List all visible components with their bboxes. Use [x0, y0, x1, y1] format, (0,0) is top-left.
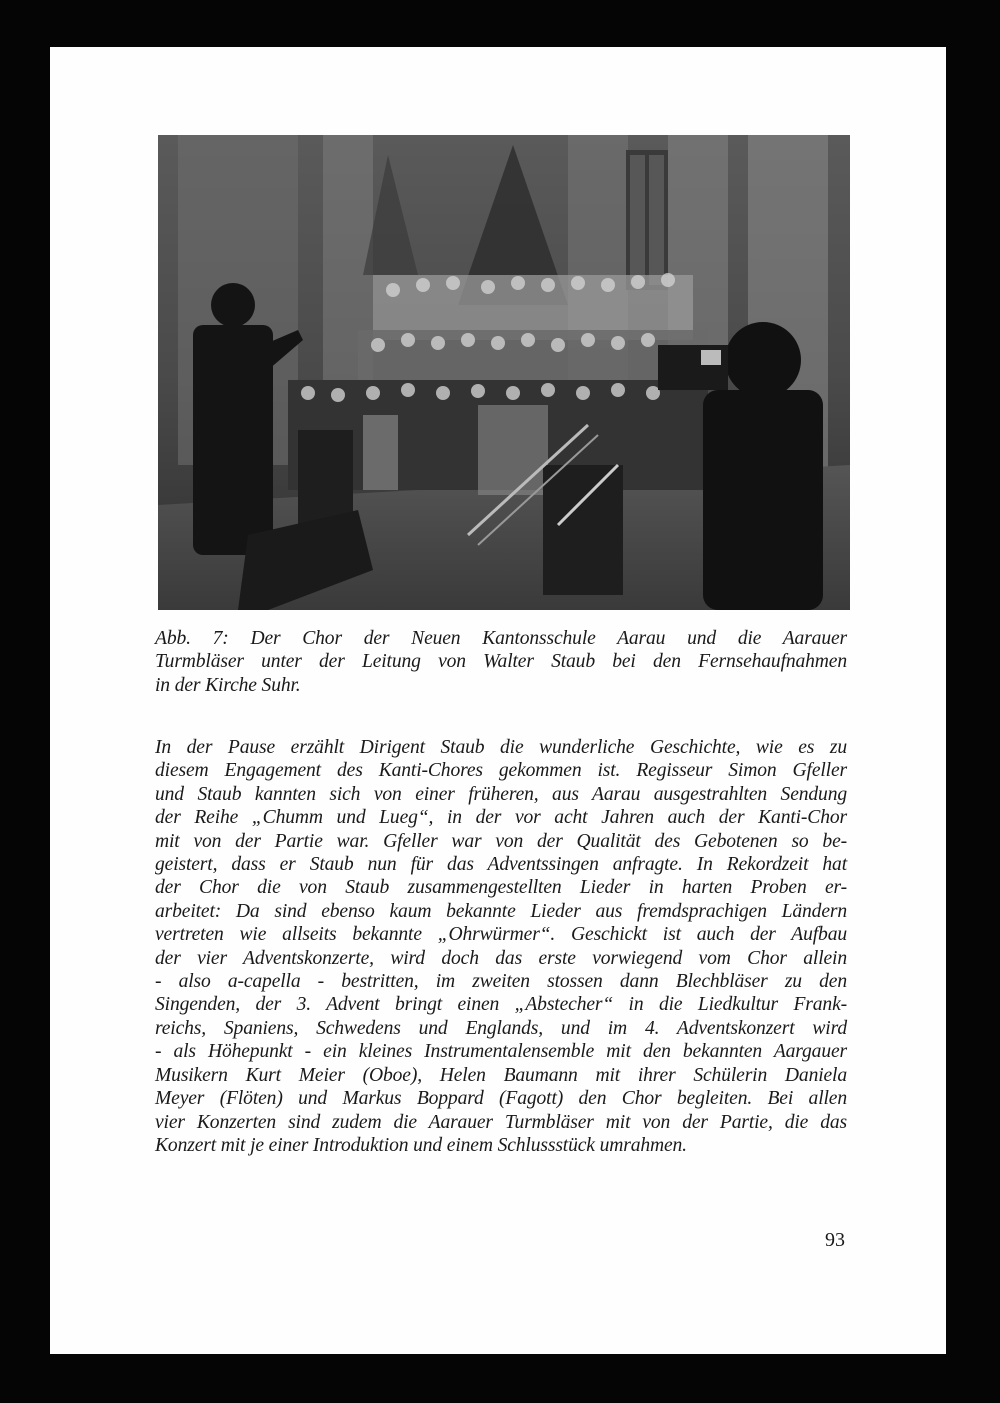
- choir-photograph: [158, 135, 850, 610]
- body-line: Meyer (Flöten) und Markus Boppard (Fagott) den Chor begleiten. Bei allen: [155, 1088, 847, 1110]
- body-line: - als Höhepunkt - ein kleines Instrumentalensemble mit den bekannten Aargauer: [155, 1041, 847, 1063]
- caption-line: Abb. 7: Der Chor der Neuen Kantonsschule Aarau und die Aarauer: [155, 628, 847, 649]
- body-line: Musikern Kurt Meier (Oboe), Helen Baumann mit ihrer Schülerin Daniela: [155, 1064, 847, 1086]
- body-line: mit von der Partie war. Gfeller war von der Qualität des Gebotenen so be-: [155, 830, 847, 852]
- body-line: Konzert mit je einer Introduktion und einem Schlussstück umrahmen.: [155, 1134, 687, 1156]
- body-line: der Reihe „Chumm und Lueg“, in der vor acht Jahren auch der Kanti-Chor: [155, 807, 847, 829]
- body-line: - also a-capella - bestritten, im zweiten stossen dann Blechbläser zu den: [155, 971, 847, 993]
- book-page: [50, 47, 946, 1354]
- body-line: arbeitet: Da sind ebenso kaum bekannte Lieder aus fremdsprachigen Ländern: [155, 900, 847, 922]
- body-paragraph: [155, 736, 847, 1157]
- caption-line: in der Kirche Suhr.: [155, 674, 301, 696]
- body-line: vertreten wie allseits bekannte „Ohrwürmer“. Geschickt ist auch der Aufbau: [155, 924, 847, 946]
- body-line: vier Konzerten sind zudem die Aarauer Turmbläser mit von der Partie, die das: [155, 1111, 847, 1133]
- body-line: und Staub kannten sich von einer früheren, aus Aarau ausgestrahlten Sendung: [155, 783, 847, 805]
- body-line: der vier Adventskonzerte, wird doch das erste vorwiegend vom Chor allein: [155, 947, 847, 969]
- body-line: reichs, Spaniens, Schwedens und Englands, und im 4. Adventskonzert wird: [155, 1017, 847, 1039]
- body-line: geistert, dass er Staub nun für das Adventssingen anfragte. In Rekordzeit hat: [155, 854, 847, 876]
- body-line: Singenden, der 3. Advent bringt einen „Abstecher“ in die Liedkultur Frank-: [155, 994, 847, 1016]
- body-line: diesem Engagement des Kanti-Chores gekommen ist. Regisseur Simon Gfeller: [155, 760, 847, 782]
- photo-illustration: [158, 135, 850, 610]
- body-line: In der Pause erzählt Dirigent Staub die wunderliche Geschichte, wie es zu: [155, 737, 847, 758]
- caption-line: Turmbläser unter der Leitung von Walter Staub bei den Fernsehaufnahmen: [155, 651, 847, 673]
- page-number: 93: [825, 1229, 845, 1251]
- figure-caption: [155, 627, 847, 697]
- body-line: der Chor die von Staub zusammengestellten Lieder in harten Proben er-: [155, 877, 847, 899]
